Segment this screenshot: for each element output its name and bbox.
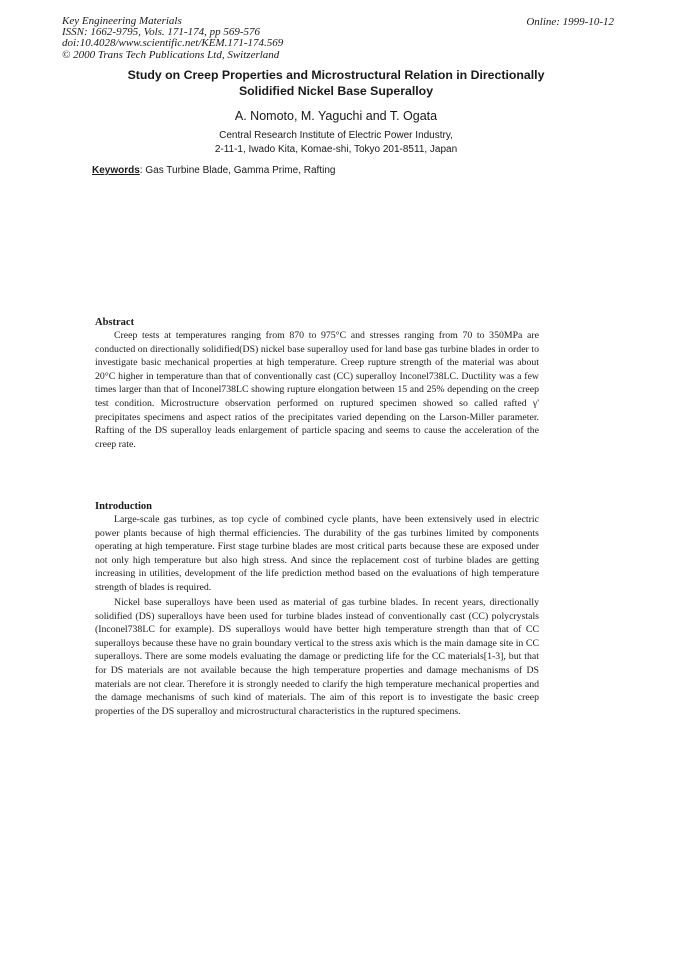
copyright-line: © 2000 Trans Tech Publications Ltd, Switzerland bbox=[62, 48, 280, 61]
abstract-text: Creep tests at temperatures ranging from 870 to 975°C and stresses ranging from 70 to 350MPa are conducted on directionally solidified(DS) nickel base superalloy used for land base gas turbine blades in order to investigate basic mechanical properties at high temperature. Creep rupture strength of the material was about 20°C higher in temperature than that of conventionally cast (CC) superalloy Inconel738LC. Ductility was a few times larger than that of Inconel738LC showing rupture elongation between 15 and 25% depending on the creep test condition. Microstructure observation performed on ruptured specimen showed so called rafted γ' precipitates specimens and aspect ratios of the precipitates varied depending on the Larson-Miller parameter. Rafting of the DS superalloy leads enlargement of particle spacing and seems to cause the acceleration of the creep rate. bbox=[95, 330, 539, 450]
doi-line[interactable]: doi:10.4028/www.scientific.net/KEM.171-174.569 bbox=[62, 37, 284, 50]
affiliation bbox=[62, 129, 610, 156]
keywords-label: Keywords bbox=[92, 165, 140, 176]
keywords-list: Gas Turbine Blade, Gamma Prime, Rafting bbox=[145, 165, 336, 176]
issn-line: ISSN: 1662-9795, Vols. 171-174, pp 569-576 bbox=[62, 26, 260, 39]
journal-metadata bbox=[62, 16, 283, 61]
journal-name: Key Engineering Materials bbox=[62, 15, 182, 27]
abstract-heading: Abstract bbox=[95, 317, 135, 328]
keywords-line: Keywords: Gas Turbine Blade, Gamma Prime, Rafting bbox=[92, 165, 336, 176]
online-date: Online: 1999-10-12 bbox=[526, 16, 614, 28]
title-line-1: Study on Creep Properties and Microstructural Relation in Directionally bbox=[127, 68, 545, 82]
authors: A. Nomoto, M. Yaguchi and T. Ogata bbox=[234, 109, 438, 123]
paper-title bbox=[62, 67, 610, 99]
introduction-heading: Introduction bbox=[95, 501, 152, 512]
affiliation-line-2: 2-11-1, Iwado Kita, Komae-shi, Tokyo 201-8511, Japan bbox=[214, 143, 458, 155]
introduction-paragraph-2: Nickel base superalloys have been used as material of gas turbine blades. In recent years, directionally solidified (DS) superalloys have been used for turbine blades instead of conventionally cast (CC) polycrystals (Inconel738LC for example). DS superalloys would have better high temperature strength than that of CC superalloys because these have no grain boundary vertical to the stress axis which is the main damage site in CC superalloys. There are some models evaluating the damage or predicting life for the CC materials[1-3], but that for DS materials are not available because the high temperature properties and damage mechanisms of DS materials are not clear. Therefore it is strongly needed to clarify the high temperature mechanical properties and the damage mechanisms of such kind of materials. The aim of this report is to investigate the basic creep properties of the DS superalloy and microstructural characteristics in the ruptured specimens. bbox=[95, 597, 539, 717]
introduction-paragraph-1: Large-scale gas turbines, as top cycle of combined cycle plants, have been extensively used in electric power plants because of high thermal efficiencies. The durability of the gas turbines limited by components operating at high temperature. First stage turbine blades are most critical parts because these are exposed under not only high temperature but also high stress. And since the replacement cost of turbine blades are getting increasing in utilities, development of the life prediction method based on the evaluations of high temperature strength of blades is required. bbox=[95, 514, 539, 593]
title-line-2: Solidified Nickel Base Superalloy bbox=[238, 84, 434, 98]
affiliation-line-1: Central Research Institute of Electric Power Industry, bbox=[219, 130, 453, 141]
